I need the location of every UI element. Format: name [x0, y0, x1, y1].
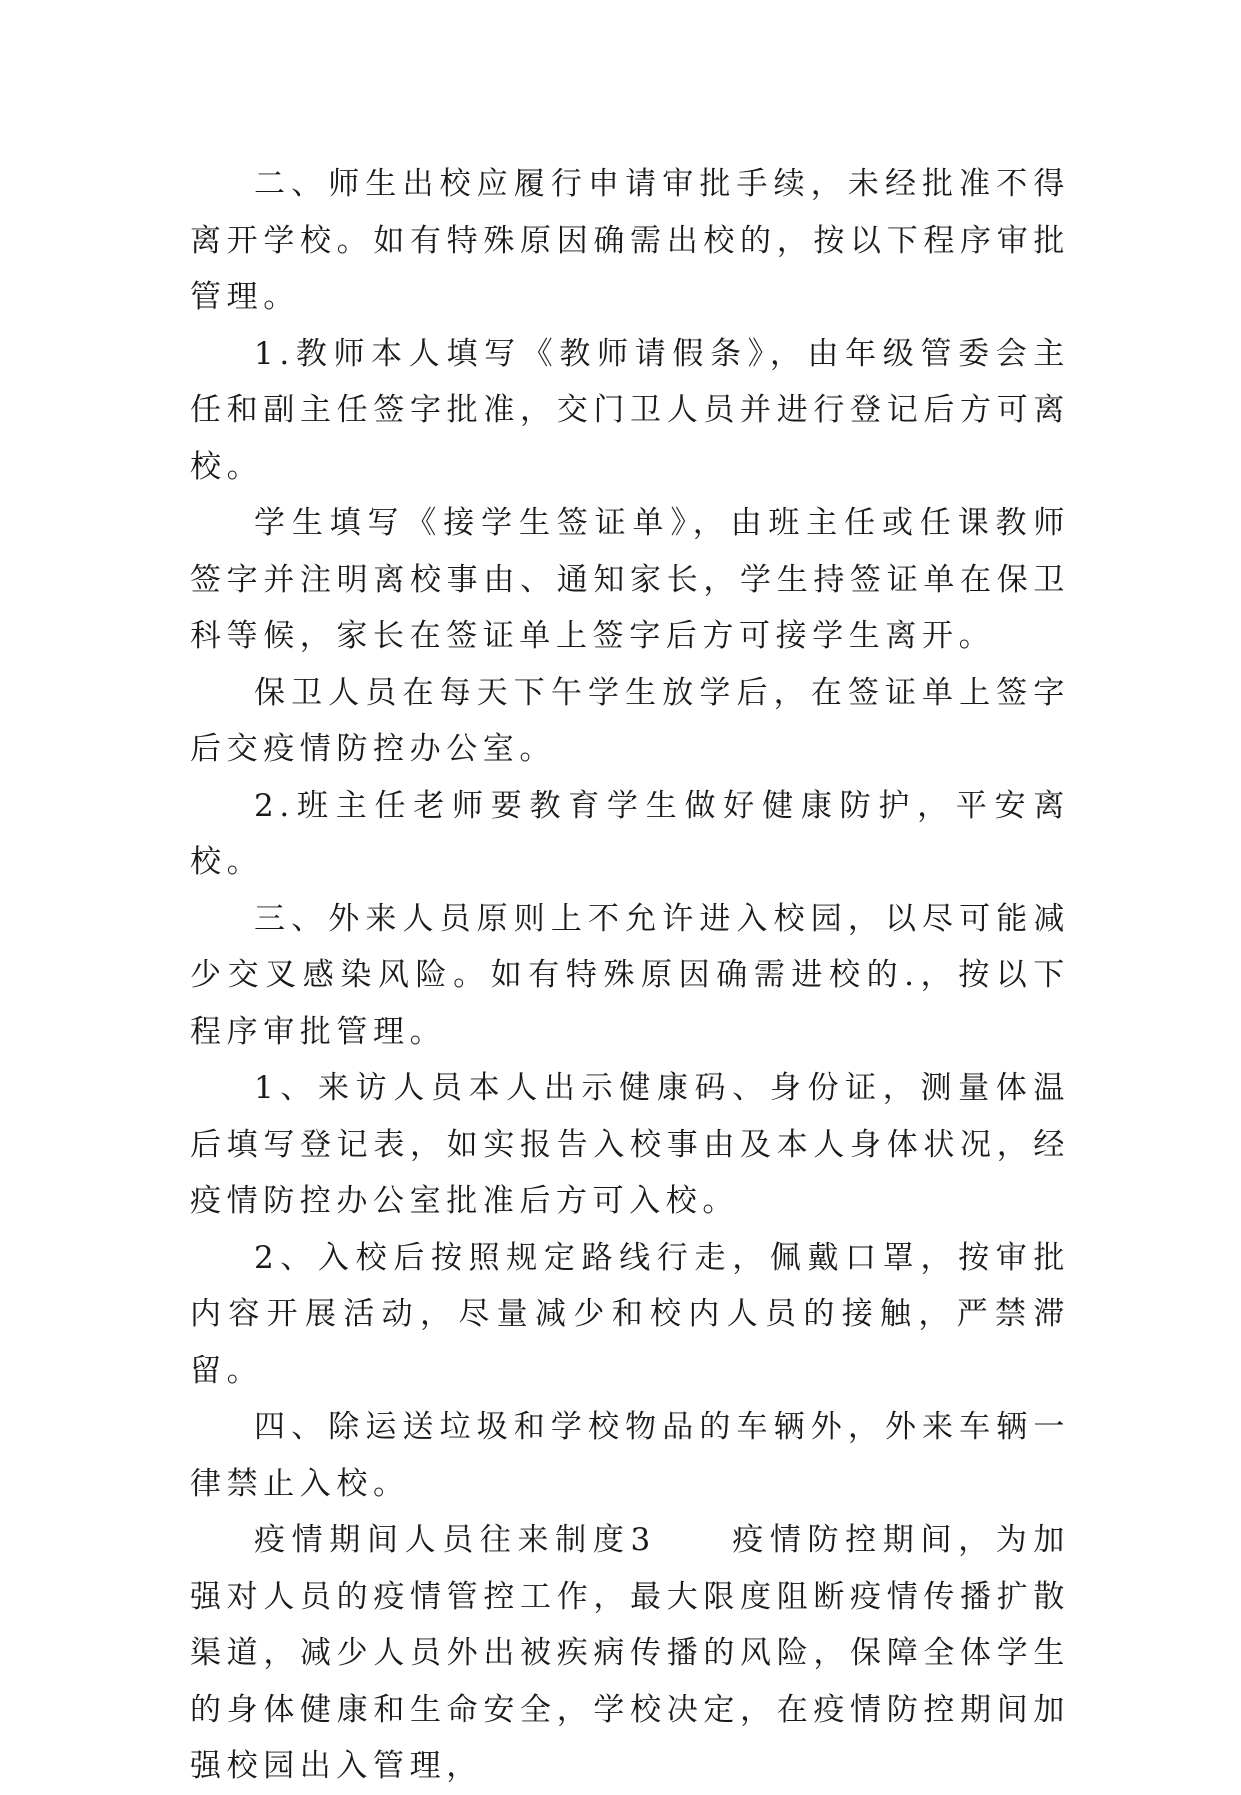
paragraph-visitor-rule: 三、外来人员原则上不允许进入校园，以尽可能减少交叉感染风险。如有特殊原因确需进校的.，按以下程序审批管理。 — [190, 900, 1070, 1050]
paragraph-security-handover: 保卫人员在每天下午学生放学后，在签证单上签字后交疫情防控办公室。 — [190, 674, 1070, 767]
paragraph-vehicle-rule: 四、除运送垃圾和学校物品的车辆外，外来车辆一律禁止入校。 — [190, 1409, 1070, 1502]
document-body — [190, 156, 1070, 1795]
paragraph-system-3: 疫情期间人员往来制度3 疫情防控期间，为加强对人员的疫情管控工作，最大限度阻断疫情传播扩散渠道，减少人员外出被疾病传播的风险，保障全体学生的身体健康和生命安全，学校决定，在疫情防控期间加强校园出入管理， — [190, 1522, 1070, 1784]
paragraph-exit-approval: 二、师生出校应履行申请审批手续，未经批准不得离开学校。如有特殊原因确需出校的，按以下程序审批管理。 — [190, 166, 1070, 315]
paragraph-visitor-registration: 1、来访人员本人出示健康码、身份证，测量体温后填写登记表，如实报告入校事由及本人身体状况，经疫情防控办公室批准后方可入校。 — [190, 1070, 1070, 1219]
paragraph-teacher-leave: 1.教师本人填写《教师请假条》，由年级管委会主任和副主任签字批准，交门卫人员并进行登记后方可离校。 — [190, 335, 1070, 485]
paragraph-student-pickup: 学生填写《接学生签证单》，由班主任或任课教师签字并注明离校事由、通知家长，学生持签证单在保卫科等候，家长在签证单上签字后方可接学生离开。 — [190, 505, 1070, 654]
paragraph-visitor-conduct: 2、入校后按照规定路线行走，佩戴口罩，按审批内容开展活动，尽量减少和校内人员的接触，严禁滞留。 — [190, 1239, 1070, 1389]
paragraph-class-teacher: 2.班主任老师要教育学生做好健康防护，平安离校。 — [190, 787, 1070, 880]
